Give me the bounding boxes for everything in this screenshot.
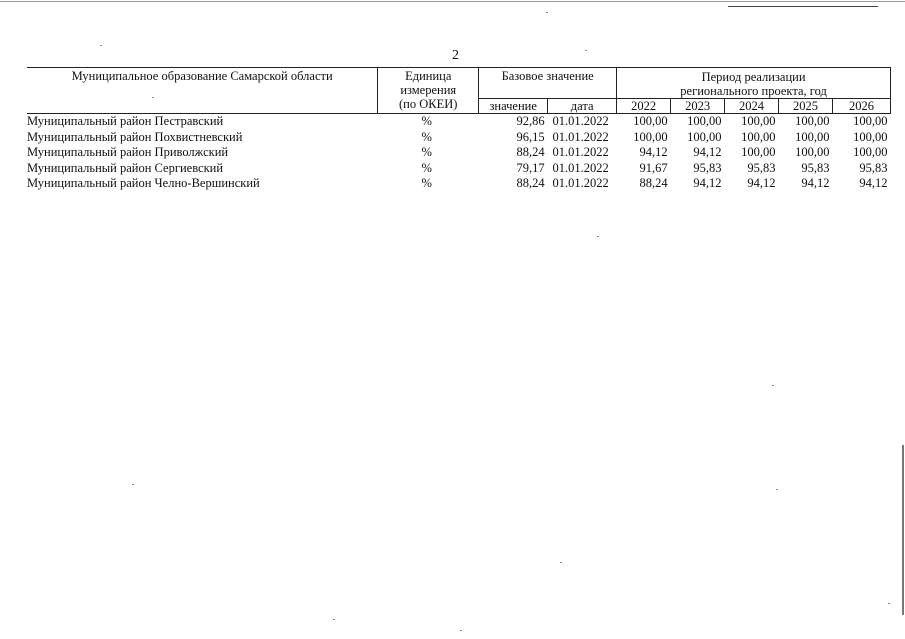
table-row <box>27 145 891 161</box>
row-value-2026: 94,12 <box>859 176 888 190</box>
row-value-2022: 100,00 <box>633 114 668 128</box>
row-base-value: 79,17 <box>516 160 545 175</box>
row-name: Муниципальный район Похвистневский <box>27 129 243 144</box>
scan-speck <box>132 484 134 485</box>
table-row <box>27 130 891 146</box>
row-base-value: 92,86 <box>516 114 545 128</box>
row-base-date: 01.01.2022 <box>552 160 609 175</box>
row-value-2023: 95,83 <box>693 160 722 175</box>
row-value-2024: 95,83 <box>747 160 776 175</box>
table-row <box>27 114 891 130</box>
row-base-date: 01.01.2022 <box>552 176 609 190</box>
row-value-2022: 100,00 <box>633 129 668 144</box>
header-period-line1: Период реализации <box>701 70 806 84</box>
row-base-value: 88,24 <box>516 145 545 159</box>
row-value-2025: 94,12 <box>801 176 830 190</box>
header-year-2022: 2022 <box>617 99 671 114</box>
scan-speck <box>772 385 774 386</box>
row-base-date: 01.01.2022 <box>552 129 609 144</box>
header-municipality: Муниципальное образование Самарской области <box>27 68 378 114</box>
header-unit <box>378 68 479 114</box>
row-unit: % <box>421 114 432 128</box>
header-unit-line3: (по ОКЕИ) <box>399 97 458 111</box>
row-value-2022: 91,67 <box>639 160 668 175</box>
top-border-line <box>0 1 905 2</box>
row-value-2025: 100,00 <box>795 129 830 144</box>
row-base-value: 88,24 <box>516 176 545 190</box>
row-name: Муниципальный район Сергиевский <box>27 160 224 175</box>
row-value-2025: 100,00 <box>795 114 830 128</box>
row-base-value: 96,15 <box>516 129 545 144</box>
row-value-2023: 100,00 <box>687 114 722 128</box>
row-name: Муниципальный район Приволжский <box>27 145 229 159</box>
scan-speck <box>585 50 587 51</box>
header-year-2023: 2023 <box>671 99 725 114</box>
header-year-2024: 2024 <box>725 99 779 114</box>
row-value-2025: 100,00 <box>795 145 830 159</box>
page-number: 2 <box>452 48 459 63</box>
scan-speck <box>888 603 890 604</box>
row-name: Муниципальный район Пестравский <box>27 114 224 128</box>
header-year-2025: 2025 <box>779 99 833 114</box>
header-year-2026: 2026 <box>832 99 890 114</box>
row-value-2022: 88,24 <box>639 176 668 190</box>
scan-speck <box>333 619 335 620</box>
scan-speck <box>152 97 154 98</box>
row-unit: % <box>421 145 432 159</box>
scan-speck <box>100 45 102 46</box>
row-value-2024: 100,00 <box>741 145 776 159</box>
row-value-2026: 100,00 <box>853 114 888 128</box>
row-value-2026: 100,00 <box>853 129 888 144</box>
row-base-date: 01.01.2022 <box>552 145 609 159</box>
right-edge-mark <box>902 445 904 615</box>
row-unit: % <box>421 129 432 144</box>
row-unit: % <box>421 176 432 190</box>
table-row <box>27 176 891 192</box>
table-row <box>27 161 891 177</box>
header-unit-line1: Единица <box>405 69 452 83</box>
row-value-2023: 94,12 <box>693 145 722 159</box>
header-period <box>617 68 891 99</box>
scan-speck <box>560 562 562 563</box>
header-base: Базовое значение <box>479 68 617 99</box>
row-value-2026: 95,83 <box>859 160 888 175</box>
row-value-2024: 100,00 <box>741 114 776 128</box>
indicator-table <box>27 67 891 192</box>
header-unit-line2: измерения <box>400 83 457 97</box>
row-name: Муниципальный район Челно-Вершинский <box>27 176 260 190</box>
scan-speck <box>776 489 778 490</box>
row-unit: % <box>421 160 432 175</box>
row-value-2024: 100,00 <box>741 129 776 144</box>
top-right-rule <box>728 6 878 7</box>
row-base-date: 01.01.2022 <box>552 114 609 128</box>
row-value-2026: 100,00 <box>853 145 888 159</box>
header-base-value: значение <box>479 99 548 114</box>
header-base-date: дата <box>548 99 617 114</box>
row-value-2023: 100,00 <box>687 129 722 144</box>
row-value-2023: 94,12 <box>693 176 722 190</box>
scan-speck <box>546 12 548 13</box>
scan-speck <box>460 630 462 631</box>
header-period-line2: регионального проекта, год <box>680 84 827 98</box>
scan-speck <box>597 236 599 237</box>
row-value-2024: 94,12 <box>747 176 776 190</box>
row-value-2022: 94,12 <box>639 145 668 159</box>
row-value-2025: 95,83 <box>801 160 830 175</box>
